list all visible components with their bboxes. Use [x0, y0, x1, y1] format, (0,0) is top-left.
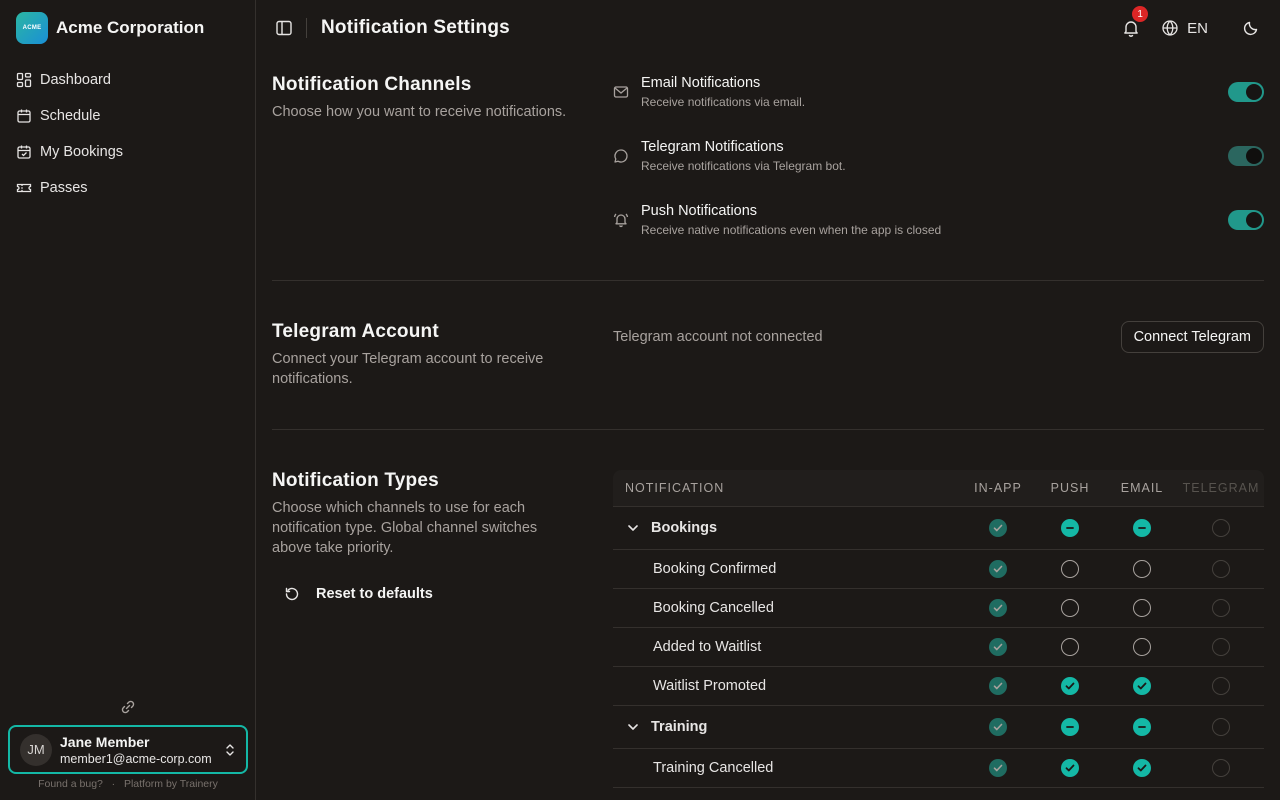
row-label-text: Booking Confirmed — [653, 561, 777, 577]
column-header: PUSH — [1050, 481, 1090, 495]
email-cell — [1106, 677, 1178, 695]
email-checkbox[interactable] — [1133, 599, 1151, 617]
chevron-down-icon[interactable] — [625, 719, 641, 735]
dashboard-icon — [16, 72, 32, 88]
calendar-icon — [16, 108, 32, 124]
chevron-down-icon[interactable] — [625, 520, 641, 536]
email-cell — [1106, 519, 1178, 537]
section-title: Telegram Account — [272, 321, 439, 342]
push-checkbox[interactable] — [1061, 638, 1079, 656]
language-switcher[interactable] — [1161, 19, 1208, 37]
row-label — [613, 639, 962, 655]
push-toggle[interactable] — [1228, 210, 1264, 230]
topbar-divider — [306, 18, 307, 38]
email-cell — [1106, 599, 1178, 617]
row-label-text: Training — [651, 719, 708, 735]
email-cell — [1106, 718, 1178, 736]
page-title: Notification Settings — [321, 17, 510, 38]
platform-credit[interactable]: Platform by Trainery — [123, 778, 218, 790]
row-label — [613, 719, 962, 735]
in-app-cell — [962, 519, 1034, 537]
table-row — [613, 589, 1264, 628]
user-menu[interactable] — [8, 725, 248, 774]
telegram-cell — [1178, 759, 1264, 777]
main-content — [256, 0, 1280, 800]
push-cell — [1034, 638, 1106, 656]
channel-email — [613, 56, 1264, 120]
sidebar-item-my-bookings[interactable] — [8, 134, 247, 170]
brand[interactable] — [0, 0, 255, 56]
section-title: Notification Channels — [272, 74, 472, 95]
telegram-cell — [1178, 718, 1264, 736]
channel-title: Email Notifications — [641, 75, 761, 91]
reset-label: Reset to defaults — [316, 586, 433, 602]
sidebar-item-schedule[interactable] — [8, 98, 247, 134]
telegram-checkbox — [1212, 759, 1230, 777]
section-description: Choose how you want to receive notifications. — [272, 104, 567, 120]
link-icon[interactable] — [119, 698, 137, 716]
push-cell — [1034, 560, 1106, 578]
email-checkbox[interactable] — [1133, 560, 1151, 578]
push-cell — [1034, 519, 1106, 537]
telegram-checkbox — [1212, 638, 1230, 656]
sidebar-item-label: Dashboard — [40, 72, 111, 88]
in-app-cell — [962, 560, 1034, 578]
in-app-checkbox — [989, 638, 1007, 656]
connect-telegram-button[interactable]: Connect Telegram — [1121, 321, 1264, 353]
row-label-text: Training Cancelled — [653, 760, 774, 776]
email-checkbox[interactable] — [1133, 638, 1151, 656]
brand-logo: ACME — [16, 12, 48, 44]
channel-description: Receive notifications via Telegram bot. — [641, 159, 846, 173]
in-app-cell — [962, 718, 1034, 736]
types-table-wrap — [613, 453, 1264, 788]
notification-types-table — [613, 470, 1264, 788]
user-info — [60, 734, 224, 766]
found-bug-link[interactable]: Found a bug? — [38, 778, 103, 790]
chevrons-up-down-icon — [224, 742, 236, 758]
sidebar — [0, 0, 256, 800]
table-body — [613, 507, 1264, 788]
telegram-account-section — [272, 281, 1264, 430]
notification-badge: 1 — [1132, 6, 1148, 22]
telegram-cell — [1178, 599, 1264, 617]
push-checkbox[interactable] — [1061, 677, 1079, 695]
sidebar-toggle-icon[interactable] — [274, 18, 294, 38]
push-checkbox[interactable] — [1061, 519, 1079, 537]
row-label-text: Waitlist Promoted — [653, 678, 767, 694]
chat-bubble-icon — [613, 148, 629, 164]
push-cell — [1034, 599, 1106, 617]
section-header — [272, 56, 613, 280]
in-app-checkbox — [989, 759, 1007, 777]
table-row — [613, 628, 1264, 667]
row-label-text: Booking Cancelled — [653, 600, 774, 616]
telegram-checkbox — [1212, 560, 1230, 578]
section-header — [272, 453, 613, 788]
sidebar-item-passes[interactable] — [8, 170, 247, 206]
push-checkbox[interactable] — [1061, 560, 1079, 578]
in-app-checkbox — [989, 519, 1007, 537]
sidebar-item-label: Passes — [40, 180, 88, 196]
email-cell — [1106, 638, 1178, 656]
channel-list — [613, 56, 1264, 280]
notifications-button[interactable] — [1121, 8, 1143, 38]
table-group-row[interactable] — [613, 706, 1264, 749]
channel-title: Telegram Notifications — [641, 139, 784, 155]
email-checkbox[interactable] — [1133, 519, 1151, 537]
email-checkbox[interactable] — [1133, 718, 1151, 736]
telegram-status: Telegram account not connected — [613, 329, 823, 345]
moon-icon[interactable] — [1242, 19, 1260, 37]
telegram-cell — [1178, 677, 1264, 695]
brand-name: Acme Corporation — [56, 18, 205, 37]
table-row — [613, 749, 1264, 788]
email-checkbox[interactable] — [1133, 677, 1151, 695]
in-app-checkbox — [989, 718, 1007, 736]
in-app-cell — [962, 599, 1034, 617]
table-header — [613, 470, 1264, 507]
row-label — [613, 520, 962, 536]
channel-description: Receive native notifications even when the app is closed — [641, 223, 942, 237]
topbar-actions — [1121, 8, 1264, 38]
telegram-cell — [1178, 638, 1264, 656]
globe-icon — [1161, 19, 1179, 37]
sidebar-item-dashboard[interactable] — [8, 62, 247, 98]
reset-defaults-button[interactable] — [272, 576, 613, 612]
section-header — [272, 304, 613, 429]
push-checkbox[interactable] — [1061, 718, 1079, 736]
telegram-connect-row — [613, 304, 1264, 429]
channel-text — [641, 75, 1228, 109]
row-label-text: Bookings — [651, 520, 718, 536]
channel-telegram — [613, 120, 1264, 184]
email-checkbox[interactable] — [1133, 759, 1151, 777]
mail-icon — [613, 84, 629, 100]
email-cell — [1106, 759, 1178, 777]
sidebar-item-label: My Bookings — [40, 144, 124, 160]
sidebar-footer — [0, 778, 256, 790]
telegram-cell — [1178, 560, 1264, 578]
table-row — [613, 550, 1264, 589]
section-description: Choose which channels to use for each notification type. Global channel switches above take priority. — [272, 500, 538, 556]
settings-content — [256, 56, 1280, 788]
channel-text — [641, 139, 1228, 173]
user-email: member1@acme-corp.com — [60, 751, 212, 766]
in-app-cell — [962, 759, 1034, 777]
column-header: NOTIFICATION — [625, 481, 725, 495]
row-label — [613, 678, 962, 694]
email-toggle[interactable] — [1228, 82, 1264, 102]
column-header: IN-APP — [974, 481, 1022, 495]
language-code: EN — [1187, 19, 1208, 37]
channel-text — [641, 203, 1228, 237]
calendar-check-icon — [16, 144, 32, 160]
column-header: TELEGRAM — [1182, 481, 1260, 495]
channel-description: Receive notifications via email. — [641, 95, 806, 109]
table-group-row[interactable] — [613, 507, 1264, 550]
telegram-checkbox — [1212, 519, 1230, 537]
channel-push — [613, 184, 1264, 248]
push-cell — [1034, 718, 1106, 736]
column-header: EMAIL — [1120, 481, 1164, 495]
in-app-cell — [962, 638, 1034, 656]
bell-ring-icon — [613, 212, 629, 228]
table-row — [613, 667, 1264, 706]
push-cell — [1034, 677, 1106, 695]
push-checkbox[interactable] — [1061, 599, 1079, 617]
channel-title: Push Notifications — [641, 203, 758, 219]
row-label — [613, 760, 962, 776]
sidebar-item-label: Schedule — [40, 108, 101, 124]
row-label — [613, 600, 962, 616]
in-app-checkbox — [989, 599, 1007, 617]
push-cell — [1034, 759, 1106, 777]
notification-channels-section — [272, 56, 1264, 281]
topbar — [256, 0, 1280, 56]
telegram-cell — [1178, 519, 1264, 537]
row-label-text: Added to Waitlist — [653, 639, 762, 655]
push-checkbox[interactable] — [1061, 759, 1079, 777]
telegram-toggle[interactable] — [1228, 146, 1264, 166]
in-app-checkbox — [989, 560, 1007, 578]
email-cell — [1106, 560, 1178, 578]
section-description: Connect your Telegram account to receive notifications. — [272, 351, 544, 387]
sidebar-nav — [0, 56, 255, 212]
avatar: JM — [20, 734, 52, 766]
in-app-checkbox — [989, 677, 1007, 695]
notification-types-section — [272, 430, 1264, 788]
reset-icon — [284, 586, 300, 602]
footer-separator: · — [111, 778, 116, 790]
row-label — [613, 561, 962, 577]
in-app-cell — [962, 677, 1034, 695]
telegram-checkbox — [1212, 718, 1230, 736]
telegram-checkbox — [1212, 677, 1230, 695]
section-title: Notification Types — [272, 470, 439, 491]
ticket-icon — [16, 180, 32, 196]
user-name: Jane Member — [60, 733, 150, 750]
telegram-checkbox — [1212, 599, 1230, 617]
